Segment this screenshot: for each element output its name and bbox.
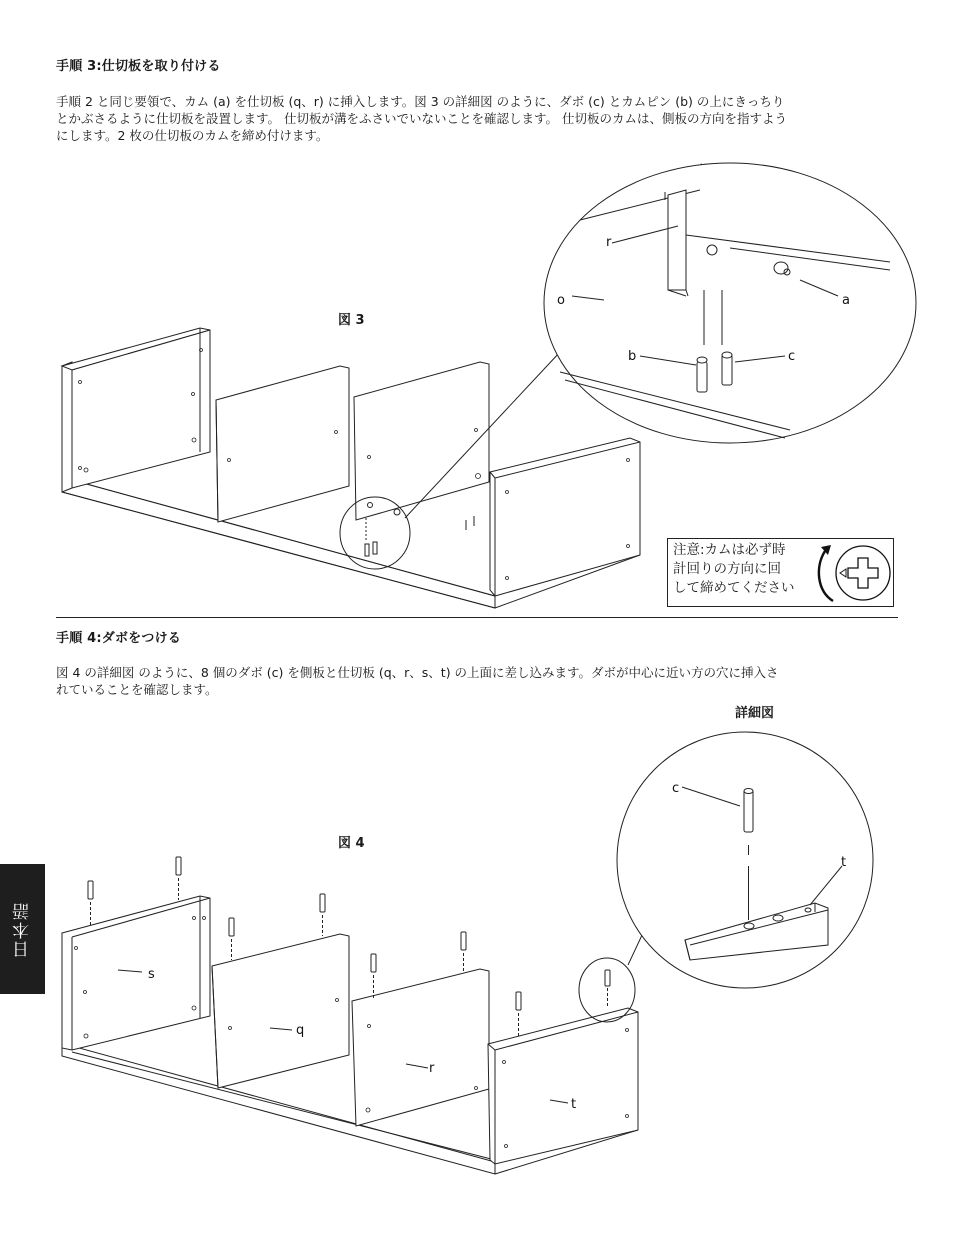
callout-r-3: r [606,235,612,250]
callout-q: q [296,1023,305,1038]
step4-detail-label: 詳細図 [735,706,775,721]
figure-4-drawing [62,732,873,1174]
callout-t-detail: t [841,855,847,870]
notice-text [673,541,823,598]
divider-q [216,366,349,522]
figure-3-label: 図 3 [338,313,365,328]
callout-s: s [148,967,155,982]
phillips-screw-head-icon [836,546,890,600]
callout-c-4: c [672,781,680,796]
language-tab-label: 日本語 [13,900,33,958]
detail-circle-3 [544,163,916,443]
step4-line-2: れていることを確認します。 [56,682,218,697]
callout-b: b [628,349,637,364]
step3-line-2: とかぶさるように仕切板を設置します。 仕切板が溝をふさいでいないことを確認します。 仕切板のカムは、側板の方向を指すよう [56,111,787,126]
side-panel-t [488,1008,638,1164]
divider-r [354,362,489,520]
divider-r-4 [352,969,489,1126]
step3-line-3: にします。2 枚の仕切板のカムを締め付けます。 [56,128,329,143]
figure-4-label: 図 4 [338,836,365,851]
notice-line-3: して締めてください [673,580,795,596]
rotate-clockwise-arrow-icon [813,541,893,605]
notice-line-1: 注意:カムは必ず時 [673,542,786,558]
language-tab [0,864,45,994]
notice-line-2: 計回りの方向に回 [673,561,781,577]
callout-o: o [557,293,565,308]
divider-q-4 [212,934,349,1088]
section-divider [56,617,898,618]
cam-rotation-notice [667,538,894,607]
callout-c-3: c [788,349,796,364]
callout-r-4: r [429,1061,435,1076]
step3-line-1: 手順 2 と同じ要領で、カム (a) を仕切板 (q、r) に挿入します。図 3 の詳細図 のように、ダボ (c) とカムピン (b) の上にきっちり [56,94,785,109]
side-panel-right [490,438,640,596]
step4-line-1: 図 4 の詳細図 のように、8 個のダボ (c) を側板と仕切板 (q、r、s、t) の上面に差し込みます。ダボが中心に近い方の穴に挿入さ [56,665,779,680]
side-panel-o [62,362,72,492]
step3-heading: 手順 3:仕切板を取り付ける [56,59,221,74]
step4-instructions [56,664,901,698]
callout-a: a [842,293,850,308]
callout-t: t [571,1097,577,1112]
step4-heading: 手順 4:ダボをつける [56,631,181,646]
